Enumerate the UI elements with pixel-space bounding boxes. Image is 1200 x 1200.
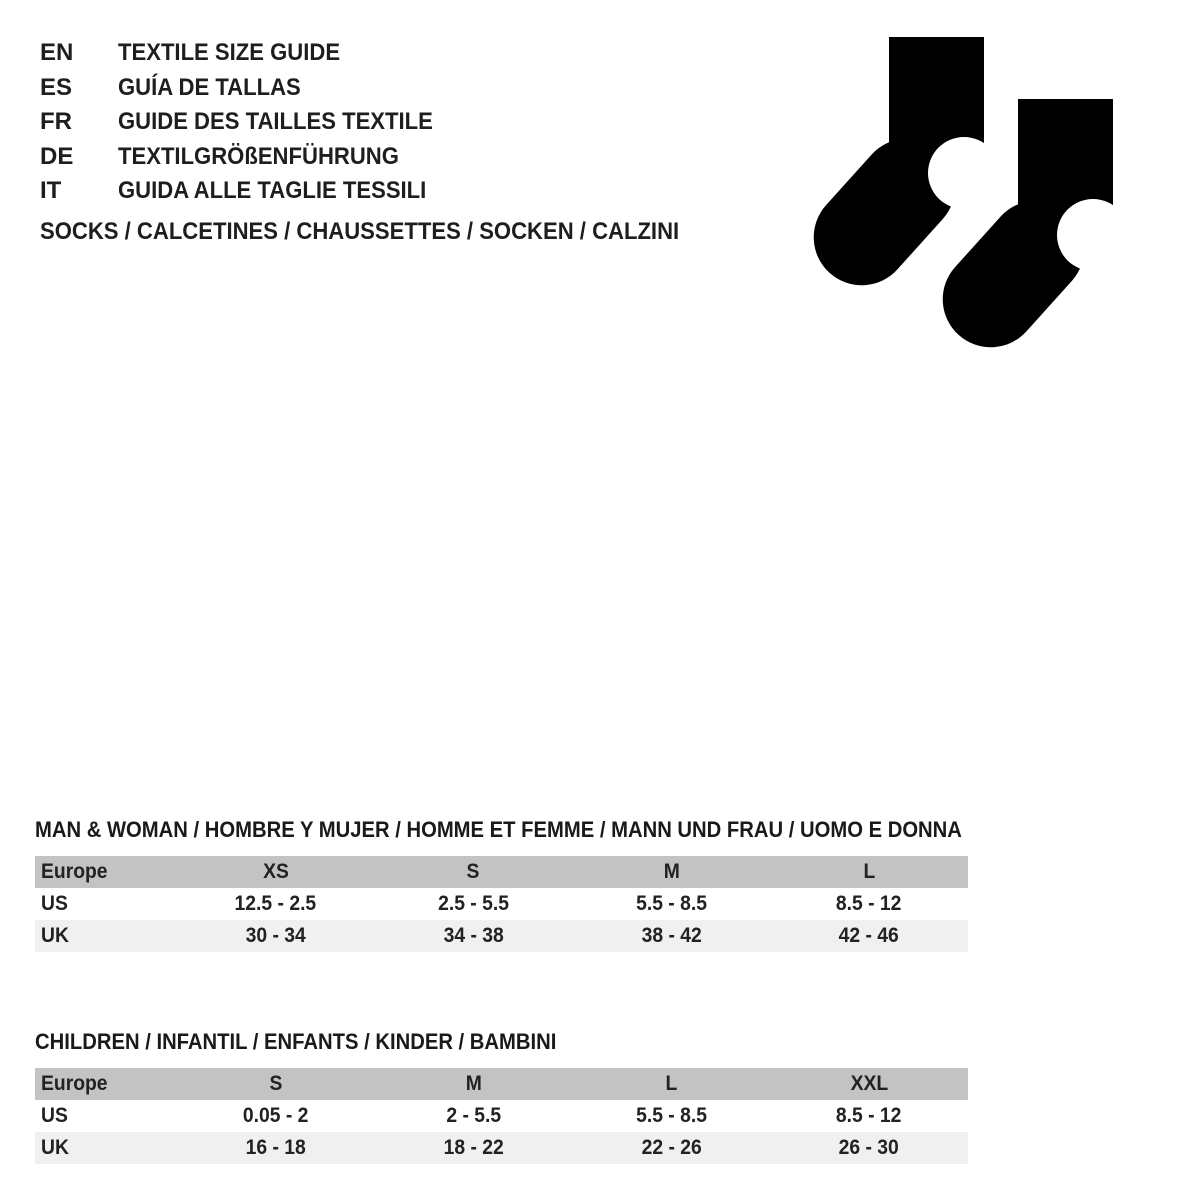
table-row-uk: [35, 1132, 968, 1164]
size-cell: 5.5 - 8.5: [635, 892, 707, 915]
size-cell: 2.5 - 5.5: [438, 892, 509, 915]
size-cell: 0.05 - 2: [242, 1104, 309, 1127]
size-cell: 26 - 30: [838, 1136, 900, 1159]
column-header-size: S: [467, 860, 480, 883]
column-header-size: XS: [262, 860, 289, 883]
column-header-size: XXL: [850, 1072, 888, 1095]
language-code: FR: [40, 108, 72, 136]
table-header-row: [35, 1068, 968, 1100]
column-header-size: L: [665, 1072, 678, 1095]
row-label: UK: [41, 924, 69, 947]
language-label: GUIDE DES TAILLES TEXTILE: [118, 108, 433, 136]
table-title: MAN & WOMAN / HOMBRE Y MUJER / HOMME ET FEMME / MANN UND FRAU / UOMO E DONNA: [35, 817, 962, 842]
man-woman-table: [35, 856, 968, 952]
column-header-size: M: [465, 1072, 482, 1095]
row-label: US: [41, 892, 68, 915]
size-cell: 42 - 46: [838, 924, 900, 947]
language-label: GUÍA DE TALLAS: [118, 73, 301, 101]
children-table: [35, 1068, 968, 1164]
size-cell: 30 - 34: [245, 924, 306, 947]
size-cell: 34 - 38: [443, 924, 504, 947]
children-size-table: [35, 1030, 968, 1164]
size-cell: 22 - 26: [641, 1136, 702, 1159]
table-row-us: [35, 888, 968, 920]
man-woman-size-table: [35, 818, 968, 952]
category-heading: SOCKS / CALCETINES / CHAUSSETTES / SOCKEN / CALZINI: [40, 218, 680, 245]
column-header-region: Europe: [41, 860, 108, 883]
language-label: TEXTILE SIZE GUIDE: [118, 39, 341, 66]
size-cell: 16 - 18: [245, 1136, 306, 1159]
language-row-fr: [40, 105, 460, 140]
language-row-it: [40, 174, 460, 209]
table-row-us: [35, 1100, 968, 1132]
size-cell: 8.5 - 12: [836, 1104, 902, 1127]
language-code: ES: [40, 73, 73, 101]
table-row-uk: [35, 920, 968, 952]
row-label: UK: [41, 1136, 69, 1159]
column-header-size: S: [269, 1072, 283, 1095]
size-cell: 8.5 - 12: [836, 892, 902, 915]
language-label: GUIDA ALLE TAGLIE TESSILI: [118, 177, 427, 205]
row-label: US: [41, 1104, 68, 1127]
size-cell: 2 - 5.5: [446, 1104, 501, 1127]
socks-icon: [780, 30, 1140, 360]
size-cell: 18 - 22: [443, 1136, 504, 1159]
language-code: EN: [40, 39, 74, 66]
language-row-es: [40, 71, 460, 106]
language-row-de: [40, 140, 460, 175]
language-guide-list: [40, 36, 460, 209]
column-header-size: L: [863, 860, 875, 883]
column-header-size: M: [663, 860, 680, 883]
size-cell: 5.5 - 8.5: [635, 1104, 707, 1127]
table-header-row: [35, 856, 968, 888]
language-code: DE: [40, 142, 74, 170]
size-cell: 12.5 - 2.5: [234, 892, 317, 915]
size-cell: 38 - 42: [641, 924, 702, 947]
column-header-region: Europe: [41, 1072, 108, 1095]
language-row-en: [40, 36, 460, 71]
language-label: TEXTILGRÖßENFÜHRUNG: [118, 142, 399, 170]
language-code: IT: [40, 177, 62, 205]
table-title: CHILDREN / INFANTIL / ENFANTS / KINDER / BAMBINI: [35, 1029, 557, 1054]
